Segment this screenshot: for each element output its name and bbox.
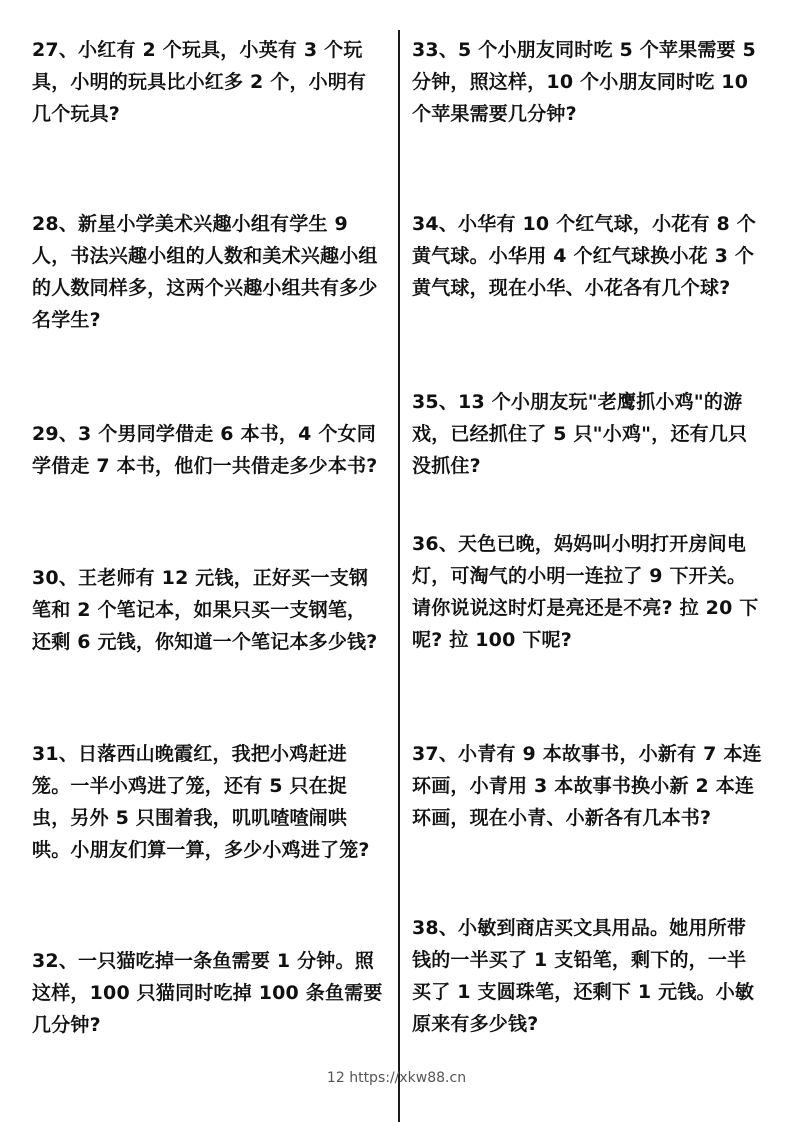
page-number: 12 [326, 1070, 345, 1086]
problem-33: 33、5 个小朋友同时吃 5 个苹果需要 5 分钟，照这样，10 个小朋友同时吃 10 个苹果需要几分钟? [412, 39, 756, 125]
problem-34: 34、小华有 10 个红气球，小花有 8 个黄气球。小华用 4 个红气球换小花 3 个黄气球，现在小华、小花各有几个球? [412, 213, 756, 299]
problem-29: 29、3 个男同学借走 6 本书，4 个女同学借走 7 本书，他们一共借走多少本书? [32, 423, 378, 477]
problem-27: 27、小红有 2 个玩具，小英有 3 个玩具，小明的玩具比小红多 2 个，小明有几个玩具? [32, 39, 367, 125]
column-divider [398, 30, 400, 1122]
problem-36: 36、天色已晚，妈妈叫小明打开房间电灯，可淘气的小明一连拉了 9 下开关。请你说说这时灯是亮还是不亮? 拉 20 下呢? 拉 100 下呢? [412, 533, 759, 651]
page-footer [0, 1070, 793, 1086]
footer-url[interactable]: https://xkw88.cn [349, 1070, 467, 1086]
problem-28: 28、新星小学美术兴趣小组有学生 9 人，书法兴趣小组的人数和美术兴趣小组的人数同样多，这两个兴趣小组共有多少名学生? [32, 213, 378, 331]
problem-31: 31、日落西山晚霞红，我把小鸡赶进笼。一半小鸡进了笼，还有 5 只在捉虫，另外 5 只围着我，叽叽喳喳闹哄哄。小朋友们算一算，多少小鸡进了笼? [32, 743, 370, 861]
problem-32: 32、一只猫吃掉一条鱼需要 1 分钟。照这样，100 只猫同时吃掉 100 条鱼需要几分钟? [32, 950, 383, 1036]
problem-35: 35、13 个小朋友玩"老鹰抓小鸡"的游戏，已经抓住了 5 只"小鸡"，还有几只没抓住? [412, 391, 748, 477]
problem-37: 37、小青有 9 本故事书，小新有 7 本连环画，小青用 3 本故事书换小新 2 本连环画，现在小青、小新各有几本书? [412, 743, 762, 829]
problem-30: 30、王老师有 12 元钱，正好买一支钢笔和 2 个笔记本，如果只买一支钢笔，还剩 6 元钱，你知道一个笔记本多少钱? [32, 567, 378, 653]
problem-38: 38、小敏到商店买文具用品。她用所带钱的一半买了 1 支铅笔，剩下的，一半买了 1 支圆珠笔，还剩下 1 元钱。小敏原来有多少钱? [412, 917, 755, 1035]
